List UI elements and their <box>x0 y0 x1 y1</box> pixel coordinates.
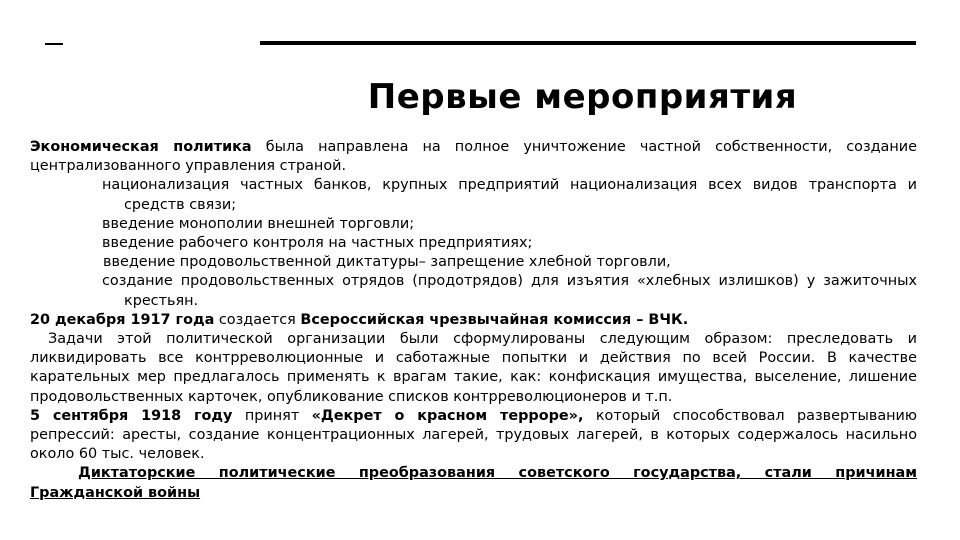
vchk-date: 20 декабря 1917 года <box>30 311 215 328</box>
intro-paragraph <box>30 138 917 176</box>
conclusion-paragraph <box>30 464 917 502</box>
bullet-item: введение продовольственной диктатуры– запрещение хлебной торговли, <box>103 254 671 271</box>
vchk-bold: Всероссийская чрезвычайная комиссия – ВЧК. <box>300 311 689 328</box>
vchk-mid: создается <box>214 311 301 328</box>
conclusion-text: Диктаторские политические преобразования советского государства, стали причинам Гражданской войны <box>30 465 917 501</box>
decree-date: 5 сентября 1918 году <box>30 407 233 424</box>
bullet-item: введение рабочего контроля на частных предприятиях; <box>102 235 533 252</box>
page-title: Первые мероприятия <box>367 77 798 117</box>
decree-bold: «Декрет о красном терроре», <box>311 407 584 424</box>
bullet-item: создание продовольственных отрядов (продотрядов) для изъятия «хлебных излишков) у зажиточных крестьян. <box>102 273 917 309</box>
decree-paragraph <box>30 407 917 465</box>
bullet-item: введение монополии внешней торговли; <box>102 215 415 232</box>
title-rule <box>260 41 916 45</box>
decree-text: который способствовал развертыванию репрессий: аресты, создание концентрационных лагерей, трудовых лагерей, в которых содержалось насильно около 60 тыс. человек. <box>30 407 918 463</box>
vchk-paragraph <box>30 311 917 330</box>
dash-decoration <box>45 43 63 45</box>
decree-mid: принят <box>232 407 312 424</box>
intro-text: была направлена на полное уничтожение частной собственности, создание централизованного управления страной. <box>30 139 917 175</box>
intro-bold: Экономическая политика <box>30 139 252 155</box>
tasks-paragraph: Задачи этой политической организации были сформулированы следующим образом: преследовать и ликвидировать все контрреволюционные и саботажные попытки и действия по всей России. В качестве карательных мер предлагалось применять к врагам такие, как: конфискация имущества, выселение, лишение продовольственных карточек, опубликование списков контрреволюционеров и т.п. <box>30 331 917 405</box>
slide-body <box>30 138 917 503</box>
bullet-item: национализация частных банков, крупных предприятий национализация всех видов транспорта и средств связи; <box>102 177 917 213</box>
